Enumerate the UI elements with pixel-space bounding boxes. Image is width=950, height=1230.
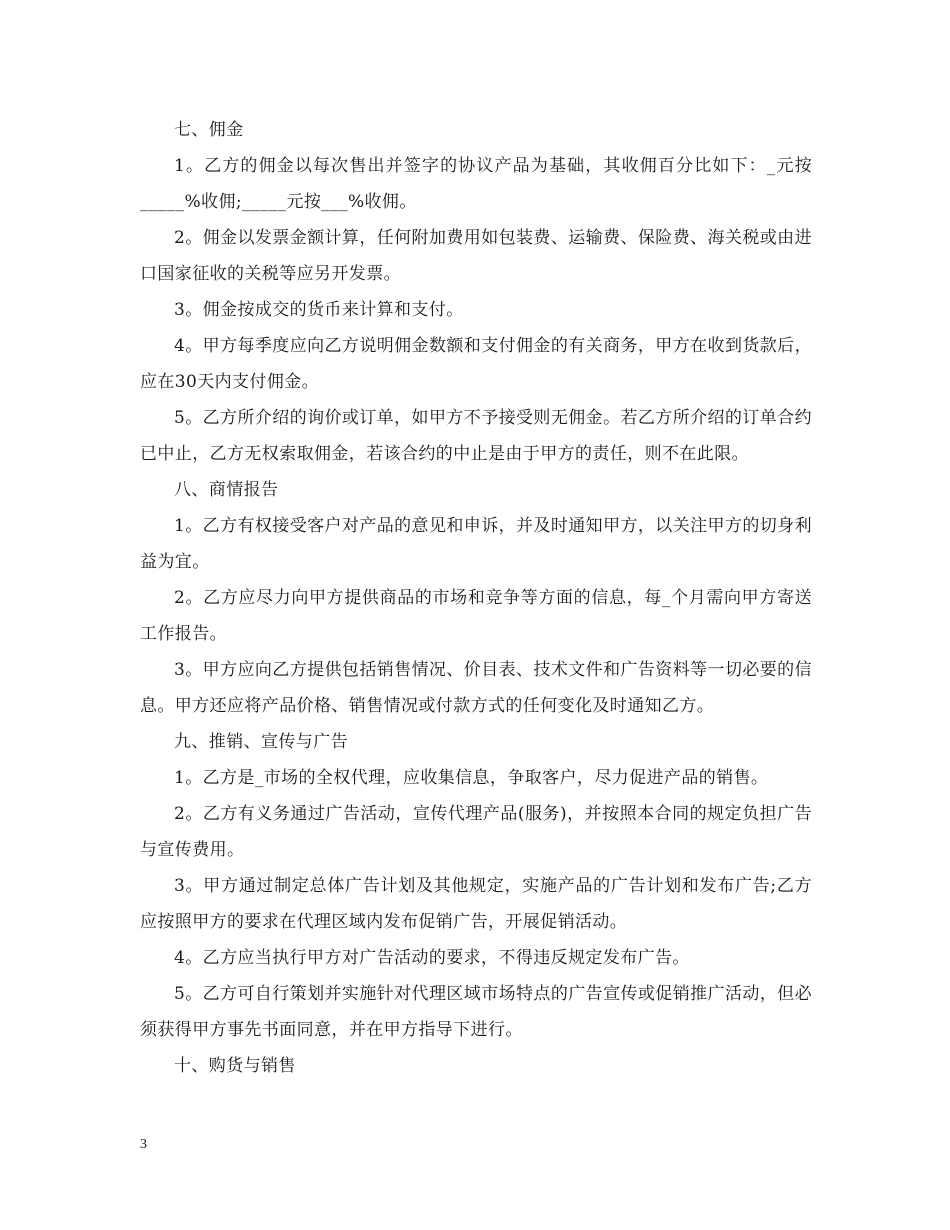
section-heading-purchase-sales: 十、购货与销售	[174, 1056, 296, 1076]
paragraph: 3。甲方应向乙方提供包括销售情况、价目表、技术文件和广告资料等一切必要的信息。甲方还应将产品价格、销售情况或付款方式的任何变化及时通知乙方。	[140, 660, 812, 716]
paragraph: 2。乙方应尽力向甲方提供商品的市场和竞争等方面的信息，每_个月需向甲方寄送工作报告。	[140, 588, 812, 644]
section-heading-commission: 七、佣金	[174, 120, 244, 140]
paragraph: 1。乙方是_市场的全权代理，应收集信息，争取客户，尽力促进产品的销售。	[174, 768, 769, 788]
paragraph: 3。佣金按成交的货币来计算和支付。	[174, 300, 464, 320]
paragraph: 5。乙方可自行策划并实施针对代理区域市场特点的广告宣传或促销推广活动，但必须获得甲方事先书面同意，并在甲方指导下进行。	[140, 984, 812, 1040]
section-heading-market-report: 八、商情报告	[174, 480, 279, 500]
paragraph: 2。乙方有义务通过广告活动，宣传代理产品(服务)，并按照本合同的规定负担广告与宣传费用。	[140, 804, 812, 860]
section-heading-promotion: 九、推销、宣传与广告	[174, 732, 348, 752]
document-body	[140, 112, 812, 1084]
paragraph: 1。乙方有权接受客户对产品的意见和申诉，并及时通知甲方，以关注甲方的切身利益为宜。	[140, 516, 812, 572]
paragraph: 5。乙方所介绍的询价或订单，如甲方不予接受则无佣金。若乙方所介绍的订单合约已中止，乙方无权索取佣金，若该合约的中止是由于甲方的责任，则不在此限。	[140, 408, 812, 464]
paragraph: 4。乙方应当执行甲方对广告活动的要求，不得违反规定发布广告。	[174, 948, 690, 968]
paragraph: 1。乙方的佣金以每次售出并签字的协议产品为基础，其收佣百分比如下：_元按_____%收佣;_____元按___%收佣。	[140, 156, 812, 212]
paragraph: 3。甲方通过制定总体广告计划及其他规定，实施产品的广告计划和发布广告;乙方应按照甲方的要求在代理区域内发布促销广告，开展促销活动。	[140, 876, 812, 932]
page-number: 3	[140, 1137, 147, 1152]
paragraph: 2。佣金以发票金额计算，任何附加费用如包装费、运输费、保险费、海关税或由进口国家征收的关税等应另开发票。	[140, 228, 812, 284]
paragraph: 4。甲方每季度应向乙方说明佣金数额和支付佣金的有关商务，甲方在收到货款后，应在30天内支付佣金。	[140, 336, 812, 392]
